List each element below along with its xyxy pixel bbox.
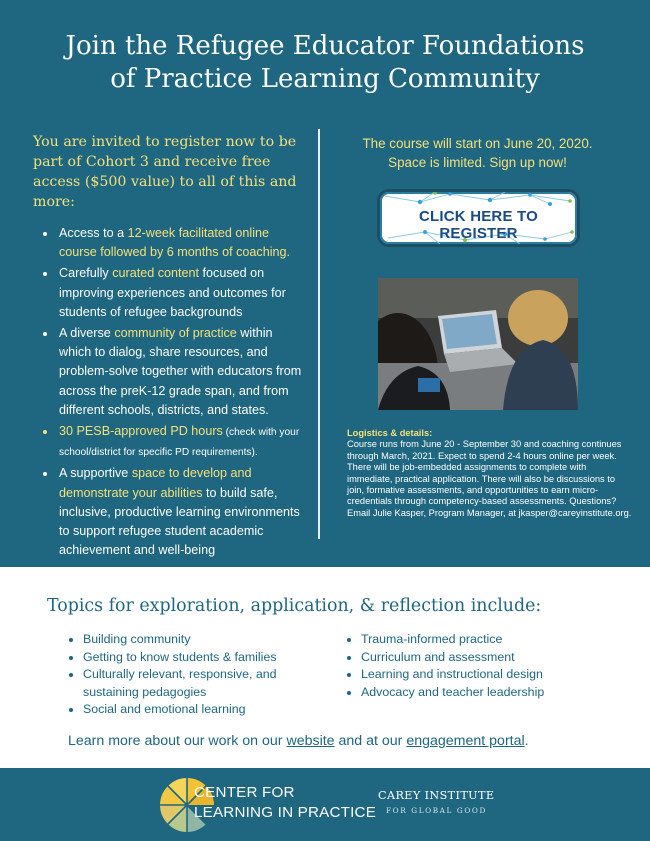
- learn-more-text: Learn more about our work on our website and at our engagement portal.: [68, 733, 529, 749]
- benefits-list: [33, 224, 308, 560]
- benefit-item: • Carefully curated content focused on improving experiences and outcomes for students of refugee backgrounds: [57, 264, 308, 322]
- footer: [0, 768, 650, 841]
- topics-column-right: [344, 631, 604, 701]
- classroom-photo: [378, 278, 578, 410]
- topics-heading: Topics for exploration, application, & reflection include:: [47, 596, 542, 616]
- list-item: • Culturally relevant, responsive, and sustaining pedagogies: [83, 666, 326, 701]
- list-item: • Building community: [83, 631, 326, 649]
- engagement-portal-link[interactable]: engagement portal: [406, 733, 525, 749]
- website-link[interactable]: website: [286, 733, 335, 749]
- logistics-body: Course runs from June 20 - September 30 and coaching continues through March, 2021. Expect to spend 2-4 hours online per week. There will be job-embedded assignments to complete with immediate, practical application. There will also be discussions to join, formative assessments, and opportunities to earn micro-credentials through competency-based assessments. Questions? Email Julie Kasper, Program Manager, at jkasper@careyinstitute.org.: [347, 439, 632, 518]
- page-title: Join the Refugee Educator Foundations of Practice Learning Community: [65, 31, 585, 94]
- benefit-item: • A diverse community of practice within which to dialog, share resources, and problem-solve together with educators from across the preK-12 grade span, and from different schools, districts, and states.: [57, 324, 308, 420]
- course-start-notice: The course will start on June 20, 2020. Space is limited. Sign up now!: [362, 136, 593, 170]
- benefit-item: • A supportive space to develop and demonstrate your abilities to build safe, inclusive, productive learning environments to support refugee student academic achievement and well-being: [57, 464, 308, 560]
- benefit-item: • Access to a 12-week facilitated online course followed by 6 months of coaching.: [57, 224, 308, 262]
- register-label: CLICK HERE TO REGISTER: [419, 208, 538, 242]
- register-button[interactable]: [377, 189, 580, 247]
- invite-text: You are invited to register now to be part of Cohort 3 and receive free access ($500 value) to all of this and more:: [33, 134, 297, 210]
- logistics-details: [347, 428, 632, 519]
- column-divider: [318, 129, 320, 539]
- list-item: • Curriculum and assessment: [361, 649, 604, 667]
- list-item: • Learning and instructional design: [361, 666, 604, 684]
- benefits-column: [33, 132, 308, 562]
- logistics-heading: Logistics & details:: [347, 428, 433, 438]
- carey-institute-wordmark: CAREY INSTITUTE: [378, 789, 495, 802]
- list-item: • Getting to know students & families: [83, 649, 326, 667]
- benefit-item: • 30 PESB-approved PD hours (check with your school/district for specific PD requirements).: [57, 422, 308, 462]
- list-item: • Trauma-informed practice: [361, 631, 604, 649]
- list-item: • Social and emotional learning: [83, 701, 326, 719]
- carey-tagline: FOR GLOBAL GOOD: [386, 806, 487, 815]
- list-item: • Advocacy and teacher leadership: [361, 684, 604, 702]
- topics-column-left: [66, 631, 326, 719]
- clip-wordmark: CENTER FOR LEARNING IN PRACTICE: [194, 784, 377, 821]
